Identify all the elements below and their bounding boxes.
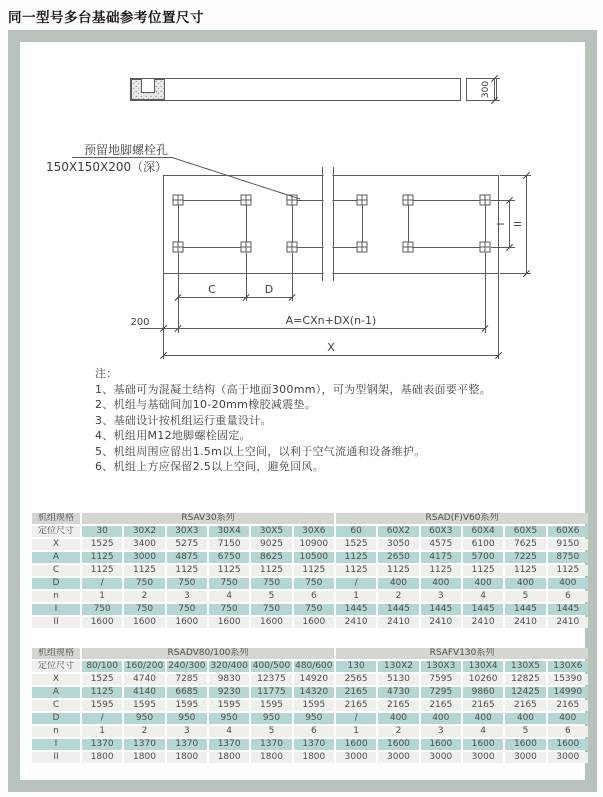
value-cell: 950	[124, 713, 164, 724]
value-cell: 2165	[548, 700, 588, 711]
value-cell: 1600	[124, 617, 164, 628]
note-item: 5、机组周围应留出1.5m以上空间，以利于空气流通和设备维护。	[95, 444, 426, 458]
value-cell: 14920	[294, 674, 334, 685]
value-cell: 5	[505, 726, 545, 737]
value-cell: 6685	[167, 687, 207, 698]
value-cell: 4575	[421, 539, 461, 550]
value-cell: 1600	[505, 739, 545, 750]
value-cell: 3000	[336, 752, 376, 763]
value-cell: 2	[378, 591, 418, 602]
value-cell: 1	[82, 591, 122, 602]
dim-1-label: I	[496, 222, 507, 226]
value-cell: 1800	[294, 752, 334, 763]
value-cell: 750	[294, 604, 334, 615]
value-cell: 2650	[378, 552, 418, 563]
value-cell: /	[82, 578, 122, 589]
value-cell: 400	[421, 713, 461, 724]
value-cell: 7295	[421, 687, 461, 698]
value-cell: 8625	[251, 552, 291, 563]
model-header: 60X4	[463, 526, 503, 537]
row-label: A	[32, 687, 80, 698]
value-cell: 6	[548, 591, 588, 602]
value-cell: 2165	[336, 687, 376, 698]
spec-table-rsadv80-rsafv130	[30, 646, 590, 765]
value-cell: 4140	[124, 687, 164, 698]
value-cell: 1445	[421, 604, 461, 615]
plan-view-diagram	[72, 158, 531, 360]
value-cell: 950	[167, 713, 207, 724]
table-row	[32, 604, 588, 615]
value-cell: 1125	[251, 565, 291, 576]
value-cell: 1370	[167, 739, 207, 750]
value-cell: 1	[336, 726, 376, 737]
value-cell: 400	[548, 578, 588, 589]
notes-section	[95, 366, 565, 475]
value-cell: 1125	[209, 565, 249, 576]
value-cell: 1600	[378, 739, 418, 750]
value-cell: 1800	[82, 752, 122, 763]
value-cell: 750	[209, 604, 249, 615]
series-header: RSAFV130系列	[336, 648, 588, 659]
model-header: 130X5	[505, 661, 545, 672]
table-row	[32, 752, 588, 763]
value-cell: 1125	[336, 552, 376, 563]
value-cell: 12825	[505, 674, 545, 685]
model-header: 30X6	[294, 526, 334, 537]
bolt-hole-label-line2: 150X150X200（深）	[46, 160, 168, 174]
model-header: 30X2	[124, 526, 164, 537]
value-cell: 950	[251, 713, 291, 724]
value-cell: 2410	[336, 617, 376, 628]
table-row	[32, 687, 588, 698]
bolt-hole-section	[142, 79, 155, 93]
value-cell: 4	[463, 726, 503, 737]
value-cell: 750	[167, 604, 207, 615]
table-corner-dim: 定位尺寸	[32, 661, 80, 672]
model-header: 130X2	[378, 661, 418, 672]
value-cell: 400	[378, 578, 418, 589]
value-cell: 3000	[378, 752, 418, 763]
model-header: 60X6	[548, 526, 588, 537]
value-cell: 1370	[124, 739, 164, 750]
value-cell: 3000	[421, 752, 461, 763]
page-title: 同一型号多台基础参考位置尺寸	[8, 10, 204, 26]
model-header: 60X5	[505, 526, 545, 537]
value-cell: 1125	[336, 565, 376, 576]
row-label: A	[32, 552, 80, 563]
value-cell: 1125	[505, 565, 545, 576]
value-cell: 14990	[548, 687, 588, 698]
model-header: 60X3	[421, 526, 461, 537]
value-cell: 1445	[548, 604, 588, 615]
note-item: 1、基础可为混凝土结构（高于地面300mm），可为型钢架，基础表面要平整。	[95, 382, 492, 396]
value-cell: 6750	[209, 552, 249, 563]
value-cell: 1525	[82, 539, 122, 550]
value-cell: 8750	[548, 552, 588, 563]
dim-x-label: X	[327, 341, 335, 354]
table-row	[32, 565, 588, 576]
model-header: 30X5	[251, 526, 291, 537]
notes-heading: 注：	[95, 367, 118, 380]
value-cell: 950	[294, 713, 334, 724]
model-header: 30	[82, 526, 122, 537]
value-cell: 5	[505, 591, 545, 602]
value-cell: 9025	[251, 539, 291, 550]
value-cell: 2165	[505, 700, 545, 711]
value-cell: 2	[378, 726, 418, 737]
value-cell: 950	[209, 713, 249, 724]
value-cell: 9860	[463, 687, 503, 698]
value-cell: 1600	[336, 739, 376, 750]
model-header: 240/300	[168, 661, 206, 671]
row-label: C	[32, 565, 80, 576]
value-cell: 3400	[124, 539, 164, 550]
dim-d-label: D	[264, 283, 274, 296]
value-cell: 1595	[167, 700, 207, 711]
value-cell: 3000	[548, 752, 588, 763]
value-cell: 1125	[82, 552, 122, 563]
row-label: C	[32, 700, 80, 711]
value-cell: 2	[124, 591, 164, 602]
value-cell: 12375	[251, 674, 291, 685]
value-cell: 7285	[167, 674, 207, 685]
table-corner-spec: 机组规格	[32, 648, 80, 659]
value-cell: 1595	[82, 700, 122, 711]
value-cell: 1445	[378, 604, 418, 615]
row-label: X	[32, 539, 80, 550]
value-cell: 1	[336, 591, 376, 602]
value-cell: 750	[167, 578, 207, 589]
row-label: D	[32, 713, 80, 724]
value-cell: 3000	[124, 552, 164, 563]
model-header: 400/500	[252, 661, 291, 671]
value-cell: 750	[209, 578, 249, 589]
value-cell: 1595	[209, 700, 249, 711]
value-cell: 400	[463, 713, 503, 724]
value-cell: 750	[124, 604, 164, 615]
value-cell: 3	[421, 726, 461, 737]
value-cell: 3	[421, 591, 461, 602]
value-cell: 1445	[463, 604, 503, 615]
value-cell: 10900	[294, 539, 334, 550]
table-row	[32, 591, 588, 602]
value-cell: 12425	[505, 687, 545, 698]
value-cell: 1800	[251, 752, 291, 763]
value-cell: 3050	[378, 539, 418, 550]
value-cell: 2410	[421, 617, 461, 628]
table-row	[32, 739, 588, 750]
value-cell: 1800	[124, 752, 164, 763]
row-label: I	[32, 739, 80, 750]
table-row	[32, 713, 588, 724]
dim-2-label: II	[513, 221, 524, 227]
row-label: I	[32, 604, 80, 615]
value-cell: 2410	[548, 617, 588, 628]
value-cell: 3	[167, 591, 207, 602]
model-header: 60	[336, 526, 376, 537]
value-cell: 4175	[421, 552, 461, 563]
table-row	[32, 674, 588, 685]
value-cell: 4	[209, 726, 249, 737]
bolt-hole-label-line1: 预留地脚螺栓孔	[84, 143, 169, 157]
model-header: 130X4	[463, 661, 503, 672]
value-cell: 1800	[167, 752, 207, 763]
value-cell: 400	[548, 713, 588, 724]
value-cell: 1600	[294, 617, 334, 628]
row-label: II	[32, 752, 80, 763]
value-cell: 7225	[505, 552, 545, 563]
model-header: 80/100	[82, 661, 122, 672]
value-cell: 1595	[294, 700, 334, 711]
model-header: 60X2	[378, 526, 418, 537]
value-cell: 750	[251, 604, 291, 615]
dim-a-formula: A=CXn+DX(n-1)	[285, 314, 377, 327]
value-cell: 1125	[294, 565, 334, 576]
series-header: RSADV80/100系列	[82, 648, 334, 659]
value-cell: 5130	[378, 674, 418, 685]
note-item: 6、机组上方应保留2.5以上空间，避免回风。	[95, 460, 325, 473]
value-cell: 1125	[124, 565, 164, 576]
table-row	[32, 700, 588, 711]
value-cell: 1600	[421, 739, 461, 750]
value-cell: 1125	[421, 565, 461, 576]
value-cell: 2165	[463, 700, 503, 711]
value-cell: 7150	[209, 539, 249, 550]
value-cell: 4875	[167, 552, 207, 563]
value-cell: 10500	[294, 552, 334, 563]
table-row	[32, 552, 588, 563]
value-cell: 3000	[505, 752, 545, 763]
model-header: 160/200	[125, 661, 164, 671]
value-cell: 1600	[463, 739, 503, 750]
value-cell: 400	[505, 578, 545, 589]
model-header: 480/600	[295, 661, 333, 671]
value-cell: 1600	[251, 617, 291, 628]
value-cell: 2165	[378, 700, 418, 711]
value-cell: 2	[124, 726, 164, 737]
value-cell: 3	[167, 726, 207, 737]
value-cell: 5	[251, 591, 291, 602]
dim-c-label: C	[208, 283, 216, 296]
series-header: RSAV30系列	[82, 513, 334, 524]
value-cell: 1595	[124, 700, 164, 711]
value-cell: /	[336, 578, 376, 589]
value-cell: 1525	[336, 539, 376, 550]
value-cell: 1125	[82, 565, 122, 576]
value-cell: /	[336, 713, 376, 724]
value-cell: 2410	[463, 617, 503, 628]
row-label: X	[32, 674, 80, 685]
table-row	[32, 726, 588, 737]
value-cell: 10260	[463, 674, 503, 685]
table-row	[32, 578, 588, 589]
value-cell: 1370	[82, 739, 122, 750]
table-corner-spec: 机组规格	[32, 513, 80, 524]
table-corner-dim: 定位尺寸	[32, 526, 80, 537]
model-header: 130X6	[548, 661, 588, 672]
value-cell: 1370	[251, 739, 291, 750]
value-cell: 3000	[463, 752, 503, 763]
value-cell: 1525	[82, 674, 122, 685]
notes-list	[95, 382, 565, 475]
value-cell: 2565	[336, 674, 376, 685]
value-cell: 4740	[124, 674, 164, 685]
value-cell: 6100	[463, 539, 503, 550]
value-cell: 1125	[167, 565, 207, 576]
value-cell: 750	[82, 604, 122, 615]
value-cell: 6	[294, 726, 334, 737]
value-cell: 4	[209, 591, 249, 602]
value-cell: 5700	[463, 552, 503, 563]
value-cell: 1125	[548, 565, 588, 576]
model-header: 320/400	[210, 661, 248, 671]
value-cell: 400	[378, 713, 418, 724]
value-cell: 2410	[505, 617, 545, 628]
value-cell: 400	[505, 713, 545, 724]
side-view-diagram	[131, 75, 501, 103]
value-cell: 1370	[209, 739, 249, 750]
value-cell: 5	[251, 726, 291, 737]
value-cell: 14320	[294, 687, 334, 698]
row-label: II	[32, 617, 80, 628]
note-item: 2、机组与基础间加10-20mm橡胶减震垫。	[95, 398, 316, 411]
value-cell: 400	[463, 578, 503, 589]
value-cell: 2165	[421, 700, 461, 711]
spec-table-rsav30-rsadfv60	[30, 511, 590, 630]
value-cell: 15390	[548, 674, 588, 685]
value-cell: 9230	[209, 687, 249, 698]
row-label: n	[32, 591, 80, 602]
dim-300-label: 300	[481, 80, 491, 99]
value-cell: 1370	[294, 739, 334, 750]
value-cell: 9830	[209, 674, 249, 685]
value-cell: 2410	[378, 617, 418, 628]
row-label: D	[32, 578, 80, 589]
value-cell: 1125	[378, 565, 418, 576]
model-header: 30X4	[209, 526, 249, 537]
dim-200-label: 200	[130, 317, 150, 328]
value-cell: 7595	[421, 674, 461, 685]
value-cell: 11775	[251, 687, 291, 698]
value-cell: 1	[82, 726, 122, 737]
note-item: 4、机组用M12地脚螺栓固定。	[95, 429, 251, 442]
value-cell: 5275	[167, 539, 207, 550]
value-cell: 400	[421, 578, 461, 589]
value-cell: 1445	[336, 604, 376, 615]
value-cell: 1600	[209, 617, 249, 628]
value-cell: 4730	[378, 687, 418, 698]
value-cell: 750	[124, 578, 164, 589]
value-cell: 9150	[548, 539, 588, 550]
row-label: n	[32, 726, 80, 737]
table-row	[32, 539, 588, 550]
value-cell: 1595	[251, 700, 291, 711]
value-cell: 6	[294, 591, 334, 602]
value-cell: 750	[251, 578, 291, 589]
value-cell: 1125	[82, 687, 122, 698]
series-header: RSAD(F)V60系列	[336, 513, 588, 524]
value-cell: 1800	[209, 752, 249, 763]
value-cell: /	[82, 713, 122, 724]
model-header: 130	[336, 661, 376, 672]
table-row	[32, 617, 588, 628]
value-cell: 2165	[336, 700, 376, 711]
value-cell: 1600	[82, 617, 122, 628]
value-cell: 750	[294, 578, 334, 589]
model-header: 130X3	[421, 661, 461, 672]
value-cell: 1445	[505, 604, 545, 615]
value-cell: 6	[548, 726, 588, 737]
value-cell: 1600	[548, 739, 588, 750]
value-cell: 1125	[463, 565, 503, 576]
value-cell: 1600	[167, 617, 207, 628]
note-item: 3、基础设计按机组运行重量设计。	[95, 413, 272, 427]
value-cell: 4	[463, 591, 503, 602]
model-header: 30X3	[167, 526, 207, 537]
value-cell: 7625	[505, 539, 545, 550]
